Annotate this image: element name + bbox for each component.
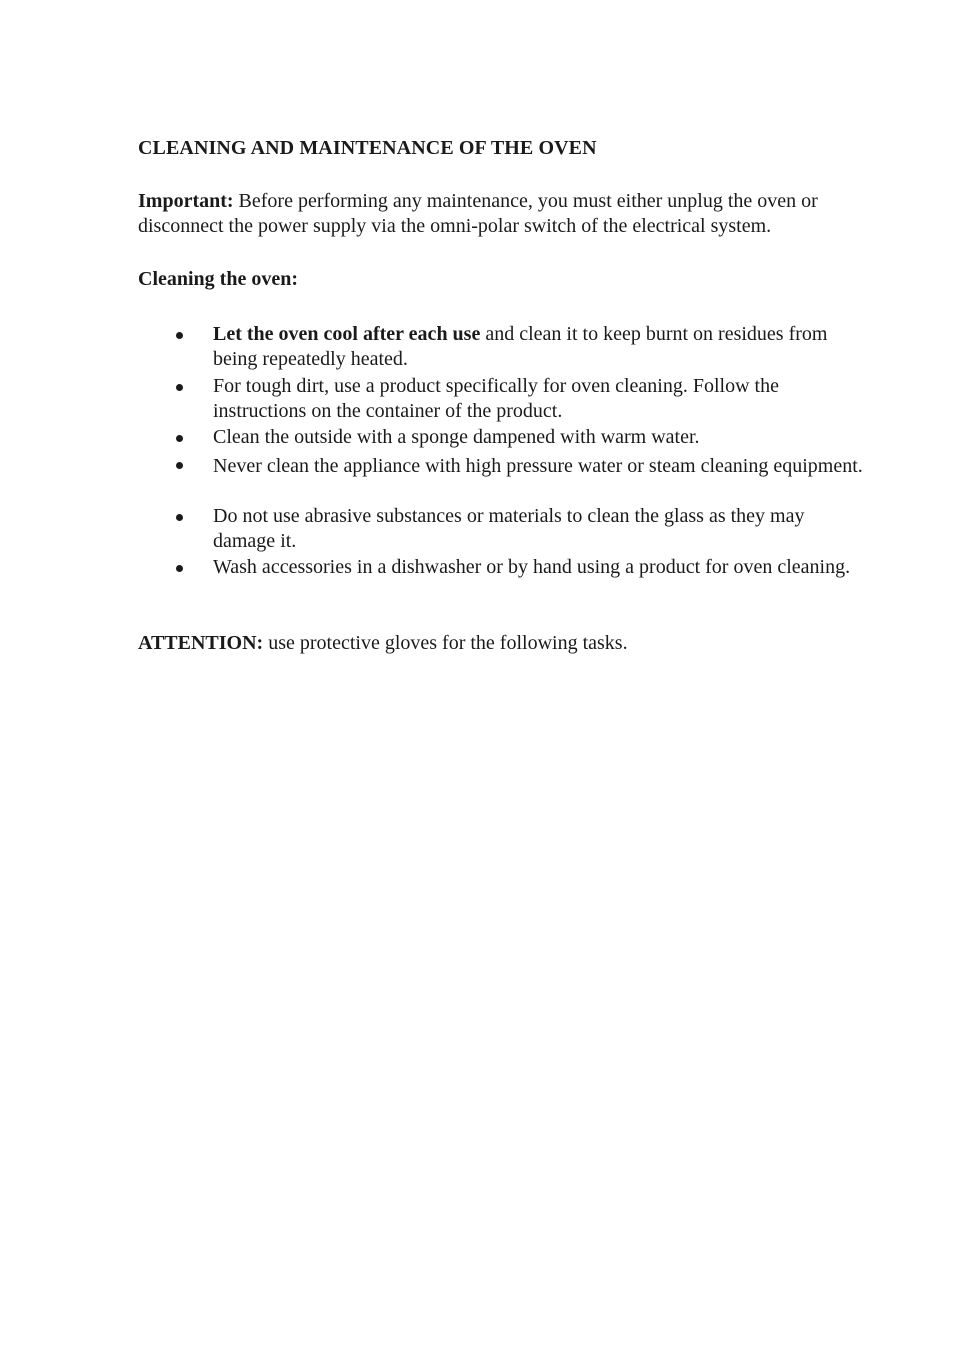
bullet-icon [176, 514, 183, 521]
list-item-body: Do not use abrasive substances or materials to clean the glass as they may damage it. [213, 505, 805, 552]
bullet-icon [176, 384, 183, 391]
list-item-body: For tough dirt, use a product specifically for oven cleaning. Follow the instructions on the container of the product. [213, 375, 779, 422]
list-item-body: Never clean the appliance with high pressure water or steam cleaning equipment. [213, 455, 863, 477]
bullet-icon [176, 565, 183, 572]
important-label: Important: [138, 190, 234, 212]
important-text: Before performing any maintenance, you must either unplug the oven or disconnect the power supply via the omni-polar switch of the electrical system. [138, 190, 818, 237]
bullet-icon [176, 332, 183, 339]
attention-label: ATTENTION: [138, 632, 264, 654]
important-note [138, 189, 898, 239]
list-item-body: and clean it to keep burnt on residues from being repeatedly heated. [213, 323, 828, 370]
list-item-bold: Let the oven cool after each use [213, 323, 481, 345]
list-item-text [213, 452, 863, 481]
bullet-icon [176, 462, 183, 469]
attention-text: use protective gloves for the following tasks. [263, 632, 628, 654]
page-title: CLEANING AND MAINTENANCE OF THE OVEN [138, 137, 597, 159]
attention-note [138, 631, 898, 656]
list-item-text [213, 555, 863, 580]
bullet-icon [176, 435, 183, 442]
list-item-body: Clean the outside with a sponge dampened with warm water. [213, 426, 700, 448]
list-item-text [213, 322, 863, 372]
section-heading: Cleaning the oven: [138, 268, 298, 290]
list-item-text [213, 504, 863, 554]
list-item-text [213, 374, 863, 424]
list-item-text [213, 425, 863, 450]
list-item-body: Wash accessories in a dishwasher or by hand using a product for oven cleaning. [213, 556, 851, 578]
